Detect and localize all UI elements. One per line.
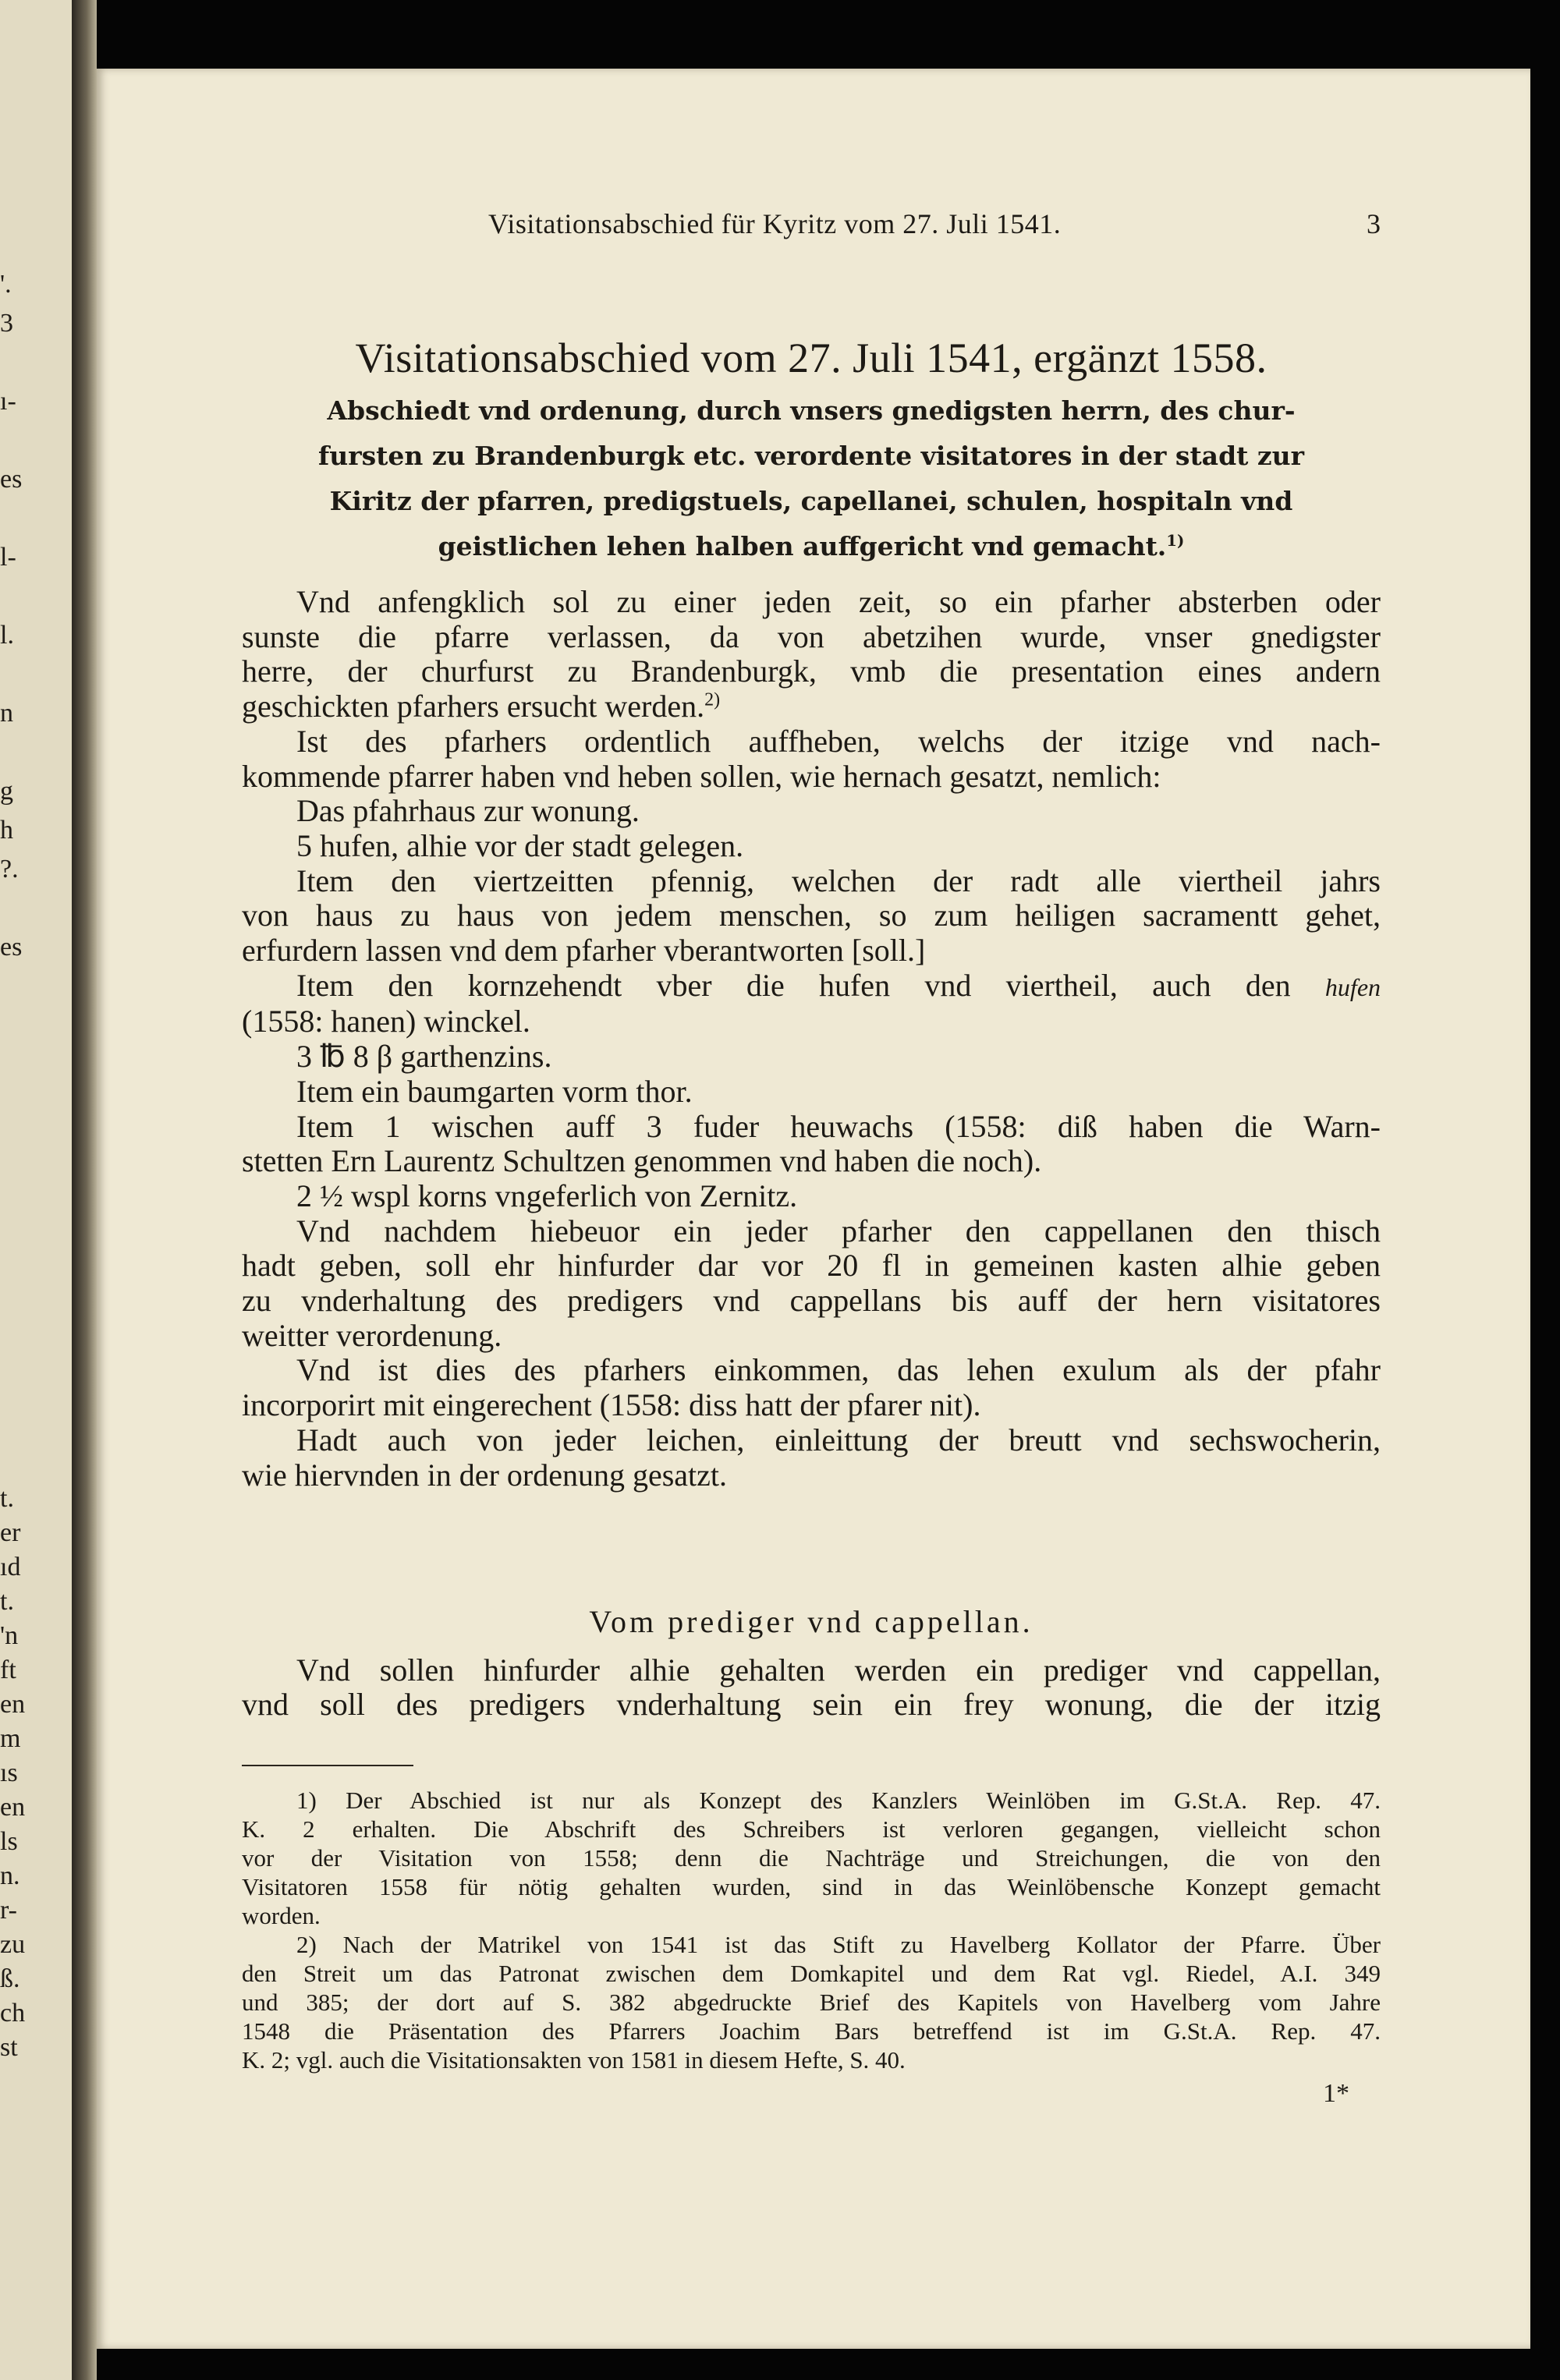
footnote-line: und 385; der dort auf S. 382 abgedruckte Brief des Kapitels von Havelberg vom Jahre: [242, 1989, 1381, 2016]
paragraph: [242, 1075, 1381, 1110]
margin-fragment: zu: [0, 1930, 26, 1959]
line-text: 5 hufen, alhie vor der stadt gelegen.: [296, 827, 744, 863]
margin-fragment: [0, 889, 22, 928]
margin-fragment: ls: [0, 1827, 18, 1856]
paragraph: [242, 1423, 1381, 1493]
footnote-rule: [242, 1765, 413, 1766]
paragraph: [242, 969, 1381, 1039]
left-margin-text-lower: [0, 1482, 25, 2065]
margin-fragment: st: [0, 2033, 18, 2062]
margin-fragment: [0, 343, 22, 382]
paragraph: [242, 1214, 1381, 1354]
text-line: [242, 689, 1381, 724]
margin-fragment: [0, 655, 22, 694]
text-line: [242, 1458, 1381, 1493]
footnote-line: K. 2; vgl. auch die Visitationsakten von 1581 in diesem Hefte, S. 40.: [242, 2046, 906, 2074]
margin-fragment: er: [0, 1518, 21, 1547]
margin-fragment: t.: [0, 1484, 14, 1513]
margin-fragment: l-: [0, 543, 16, 572]
text-line: [242, 969, 1381, 1005]
margin-fragment: m: [0, 1724, 21, 1753]
text-line: [242, 1110, 1381, 1145]
text-line: [242, 1353, 1381, 1388]
line-text: sunste die pfarre verlassen, da von abetzihen wurde, vnser gnedigster: [242, 618, 1381, 654]
line-text: weitter verordenung.: [242, 1317, 502, 1353]
text-line: [242, 1388, 1381, 1423]
margin-fragment: en: [0, 1793, 26, 1822]
text-line: [242, 794, 1381, 829]
line-text: incorporirt mit eingerechent (1558: diss hatt der pfarer nit).: [242, 1387, 981, 1423]
subtitle-line: Abschiedt vnd ordenung, durch vnsers gnedigsten herrn, des chur-: [327, 395, 1296, 426]
paragraph: [242, 1353, 1381, 1422]
line-text: Vnd anfengklich sol zu einer jeden zeit, so ein pfarher absterben oder: [296, 584, 1381, 619]
text-line: Vnd sollen hinfurder alhie gehalten werden ein prediger vnd cappellan,: [296, 1652, 1381, 1688]
margin-fragment: h: [0, 816, 13, 845]
line-text: 2 ½ wspl korns vngeferlich von Zernitz.: [296, 1178, 798, 1213]
line-text: Item den kornzehendt vber die hufen vnd viertheil, auch den: [296, 967, 1291, 1003]
paragraph: [242, 794, 1381, 829]
footnote-line: 2) Nach der Matrikel von 1541 ist das Stift zu Havelberg Kollator der Pfarre. Über: [296, 1931, 1381, 1958]
footnote-line: 1) Der Abschied ist nur als Konzept des Kanzlers Weinlöben im G.St.A. Rep. 47.: [296, 1787, 1381, 1814]
paragraph: [242, 724, 1381, 794]
line-text: (1558: hanen) winckel.: [242, 1004, 530, 1039]
line-text: herre, der churfurst zu Brandenburgk, vmb die presentation eines andern: [242, 653, 1381, 689]
line-text: Item ein baumgarten vorm thor.: [296, 1073, 693, 1109]
line-text: zu vnderhaltung des predigers vnd cappellans bis auff der hern visitatores: [242, 1283, 1381, 1319]
text-line: [242, 1144, 1381, 1179]
paragraph: [242, 864, 1381, 969]
document-title: Visitationsabschied vom 27. Juli 1541, ergänzt 1558.: [355, 335, 1268, 381]
text-line: [242, 1039, 1381, 1075]
line-text: Item den viertzeitten pfennig, welchen der radt alle viertheil jahrs: [296, 862, 1381, 898]
line-text: wie hiervnden in der ordenung gesatzt.: [242, 1457, 728, 1493]
margin-fragment: [0, 499, 22, 538]
line-text: Ist des pfarhers ordentlich auffheben, welchs der itzige vnd nach-: [296, 723, 1381, 759]
text-line: [242, 620, 1381, 655]
footnote-line: worden.: [242, 1902, 321, 1929]
book-gutter: [72, 0, 97, 2380]
margin-fragment: '.: [0, 270, 12, 299]
text-line: [242, 898, 1381, 933]
footnote-line: 1548 die Präsentation des Pfarrers Joachim Bars betreffend ist im G.St.A. Rep. 47.: [242, 2017, 1381, 2045]
text-line: [242, 1075, 1381, 1110]
paragraph: [242, 585, 1381, 724]
line-text: Item 1 wischen auff 3 fuder heuwachs (1558: diß haben die Warn-: [296, 1108, 1381, 1144]
line-text: von haus zu haus von jedem menschen, so zum heiligen sacramentt gehet,: [242, 898, 1381, 933]
paragraph: [242, 829, 1381, 864]
text-line: [242, 1284, 1381, 1319]
line-text: Vnd ist dies des pfarhers einkommen, das lehen exulum als der pfahr: [296, 1352, 1381, 1388]
footnote: [242, 1930, 1381, 2074]
margin-fragment: es: [0, 933, 23, 962]
running-title: Visitationsabschied für Kyritz vom 27. Juli 1541.: [488, 208, 1062, 239]
footnote-line: Visitatoren 1558 für nötig gehalten wurden, sind in das Weinlöbensche Konzept gemacht: [242, 1873, 1381, 1900]
line-text: erfurdern lassen vnd dem pfarher vberantworten [soll.]: [242, 933, 926, 969]
margin-fragment: ?.: [0, 855, 19, 884]
document-subtitle: [242, 388, 1381, 569]
line-text: kommende pfarrer haben vnd heben sollen, wie hernach gesatzt, nemlich:: [242, 758, 1161, 794]
left-margin-text-upper: [0, 265, 22, 967]
paragraph: [242, 1179, 1381, 1214]
footnote-line: den Streit um das Patronat zwischen dem Domkapitel und dem Rat vgl. Riedel, A.I. 349: [242, 1960, 1381, 1987]
paragraph: [242, 1039, 1381, 1075]
margin-fragment: n.: [0, 1861, 20, 1890]
subtitle-line: Kiritz der pfarren, predigstuels, capellanei, schulen, hospitaln vnd: [329, 486, 1293, 516]
margin-fragment: g: [0, 777, 13, 806]
text-line: vnd soll des predigers vnderhaltung sein ein frey wonung, die der itzig: [242, 1687, 1381, 1722]
footnotes: [242, 1786, 1381, 2074]
margin-fragment: ft: [0, 1656, 16, 1684]
text-line: [242, 760, 1381, 795]
subtitle-line: geistlichen lehen halben auffgericht vnd gemacht.: [438, 531, 1167, 561]
margin-fragment: es: [0, 465, 23, 494]
text-line: [242, 1004, 1381, 1039]
margin-fragment: ıd: [0, 1553, 21, 1581]
paragraph: [242, 1110, 1381, 1179]
margin-fragment: r-: [0, 1896, 17, 1925]
margin-fragment: [0, 577, 22, 616]
footnote-line: K. 2 erhalten. Die Abschrift des Schreibers ist verloren gegangen, vielleicht schon: [242, 1815, 1381, 1843]
body-text: [242, 585, 1381, 1493]
text-line: [242, 1248, 1381, 1284]
text-line: [242, 1214, 1381, 1249]
line-text: Vnd nachdem hiebeuor ein jeder pfarher den cappellanen den thisch: [296, 1213, 1381, 1248]
margin-fragment: n: [0, 699, 13, 728]
page-number: 3: [1367, 208, 1381, 239]
page: [97, 69, 1530, 2349]
text-line: [242, 1179, 1381, 1214]
text-line: [242, 864, 1381, 899]
text-line: [242, 724, 1381, 760]
text-line: [242, 585, 1381, 620]
margin-fragment: [0, 733, 22, 772]
footnote-mark: 1): [1166, 531, 1185, 550]
margin-fragment: ı-: [0, 387, 16, 416]
margin-fragment: l.: [0, 621, 14, 650]
margin-fragment: en: [0, 1690, 26, 1719]
text-line: [242, 829, 1381, 864]
margin-fragment: [0, 421, 22, 460]
margin-fragment: t.: [0, 1587, 14, 1616]
line-text: stetten Ern Laurentz Schultzen genommen vnd haben die noch).: [242, 1143, 1042, 1179]
left-page-edge: [0, 0, 72, 2380]
margin-fragment: ß.: [0, 1964, 20, 1993]
line-text: Das pfahrhaus zur wonung.: [296, 793, 640, 829]
footnote: [242, 1786, 1381, 1930]
section-heading: Vom prediger vnd cappellan.: [589, 1604, 1034, 1639]
footnote-mark: 2): [704, 689, 721, 710]
text-line: [242, 933, 1381, 969]
text-line: [242, 1423, 1381, 1458]
margin-fragment: ıs: [0, 1758, 18, 1787]
footnote-line: vor der Visitation von 1558; denn die Nachträge und Streichungen, die von den: [242, 1844, 1381, 1872]
line-text: geschickten pfarhers ersucht werden.: [242, 689, 705, 724]
section-paragraph: [242, 1653, 1381, 1722]
text-line: [242, 1319, 1381, 1354]
line-text: hadt geben, soll ehr hinfurder dar vor 20 fl in gemeinen kasten alhie geben: [242, 1248, 1381, 1284]
margin-note: hufen: [1324, 972, 1381, 1001]
margin-fragment: ch: [0, 1999, 26, 2028]
line-text: Hadt auch von jeder leichen, einleittung der breutt vnd sechswocherin,: [296, 1422, 1381, 1457]
line-text: 3 ℔ 8 β garthenzins.: [296, 1039, 552, 1075]
signature-mark: 1*: [1323, 2079, 1349, 2108]
margin-fragment: 3: [0, 309, 13, 338]
subtitle-line: fursten zu Brandenburgk etc. verordente visitatores in der stadt zur: [318, 441, 1304, 471]
text-line: [242, 654, 1381, 689]
margin-fragment: 'n: [0, 1621, 19, 1650]
